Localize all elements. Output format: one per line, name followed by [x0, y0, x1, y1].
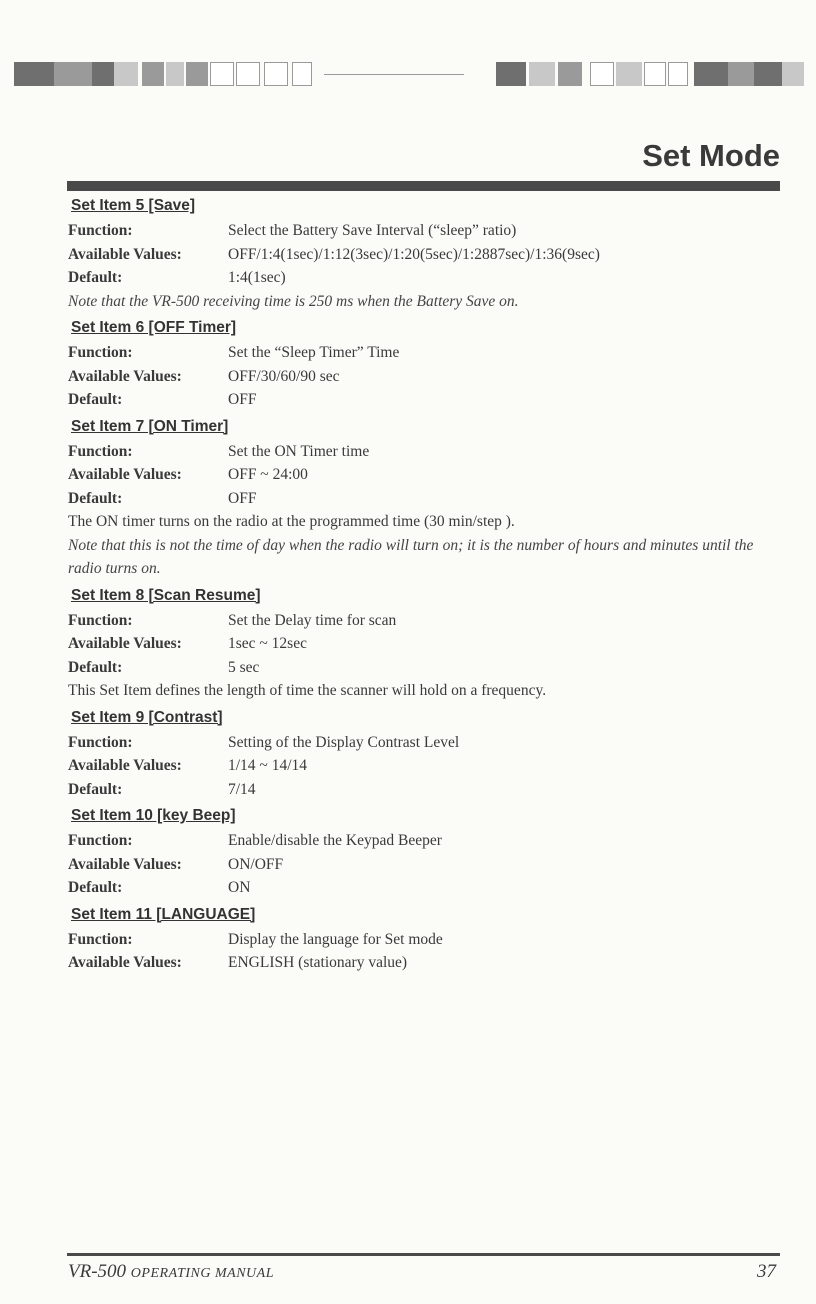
section-set-item-9	[68, 708, 783, 802]
section-heading: Set Item 8 [Scan Resume]	[71, 586, 261, 604]
available-values-label: Available Values:	[68, 954, 182, 971]
function-value: Enable/disable the Keypad Beeper	[228, 832, 442, 849]
default-label: Default:	[68, 780, 123, 798]
title-rule	[67, 181, 780, 191]
function-value: Display the language for Set mode	[228, 930, 443, 948]
available-values-value: OFF ~ 24:00	[228, 466, 308, 483]
function-label: Function:	[68, 832, 133, 849]
default-value: ON	[228, 879, 251, 896]
page-number: 37	[757, 1261, 776, 1282]
footer-manual-name: OPERATING MANUAL	[130, 1266, 274, 1281]
section-heading: Set Item 5 [Save]	[71, 197, 196, 214]
function-value: Setting of the Display Contrast Level	[228, 733, 460, 751]
available-values-value: ON/OFF	[228, 855, 284, 873]
footer-manual-title	[68, 1261, 274, 1283]
default-label: Default:	[68, 269, 123, 286]
function-label: Function:	[68, 611, 133, 629]
available-values-value: OFF/30/60/90 sec	[228, 367, 340, 385]
function-value: Set the ON Timer time	[228, 442, 370, 460]
footer-model: VR-500	[68, 1261, 127, 1282]
section-set-item-11	[68, 905, 783, 975]
available-values-label: Available Values:	[68, 635, 182, 652]
section-text: This Set Item defines the length of time the scanner will hold on a frequency.	[68, 682, 547, 699]
available-values-label: Available Values:	[68, 245, 182, 263]
function-value: Set the “Sleep Timer” Time	[228, 344, 400, 361]
page-title: Set Mode	[642, 138, 780, 173]
default-value: 5 sec	[228, 658, 260, 676]
function-value: Set the Delay time for scan	[228, 611, 397, 629]
available-values-value: OFF/1:4(1sec)/1:12(3sec)/1:20(5sec)/1:2887sec)/1:36(9sec)	[228, 245, 600, 263]
section-set-item-5	[68, 196, 783, 313]
section-heading: Set Item 6 [OFF Timer]	[71, 319, 237, 336]
default-value: OFF	[228, 489, 257, 507]
default-label: Default:	[68, 879, 123, 896]
section-note: Note that the VR-500 receiving time is 250 ms when the Battery Save on.	[68, 292, 519, 310]
available-values-value: 1sec ~ 12sec	[228, 635, 307, 652]
default-value: 7/14	[228, 780, 256, 798]
default-label: Default:	[68, 391, 123, 408]
section-set-item-8	[68, 586, 783, 703]
default-value: OFF	[228, 391, 257, 408]
section-text: The ON timer turns on the radio at the programmed time (30 min/step ).	[68, 513, 515, 530]
available-values-label: Available Values:	[68, 757, 182, 774]
default-label: Default:	[68, 658, 123, 676]
decorative-header-strip	[14, 62, 804, 86]
available-values-label: Available Values:	[68, 367, 182, 385]
function-label: Function:	[68, 930, 133, 948]
function-label: Function:	[68, 442, 133, 460]
function-label: Function:	[68, 344, 133, 361]
section-set-item-7	[68, 417, 783, 581]
section-set-item-6	[68, 318, 783, 412]
section-set-item-10	[68, 806, 783, 900]
content	[68, 196, 783, 980]
available-values-value: ENGLISH (stationary value)	[228, 954, 408, 971]
section-note: Note that this is not the time of day when the radio will turn on; it is the number of hours and minutes until the radio turns on.	[68, 536, 754, 577]
section-heading: Set Item 7 [ON Timer]	[71, 417, 229, 435]
function-label: Function:	[68, 733, 133, 751]
available-values-label: Available Values:	[68, 855, 182, 873]
available-values-value: 1/14 ~ 14/14	[228, 757, 307, 774]
default-value: 1:4(1sec)	[228, 269, 286, 286]
default-label: Default:	[68, 489, 123, 507]
available-values-label: Available Values:	[68, 466, 182, 483]
section-heading: Set Item 10 [key Beep]	[71, 807, 236, 824]
function-label: Function:	[68, 222, 133, 239]
section-heading: Set Item 11 [LANGUAGE]	[71, 905, 256, 923]
section-heading: Set Item 9 [Contrast]	[71, 708, 223, 726]
footer-rule	[67, 1253, 780, 1256]
function-value: Select the Battery Save Interval (“sleep” ratio)	[228, 222, 517, 239]
